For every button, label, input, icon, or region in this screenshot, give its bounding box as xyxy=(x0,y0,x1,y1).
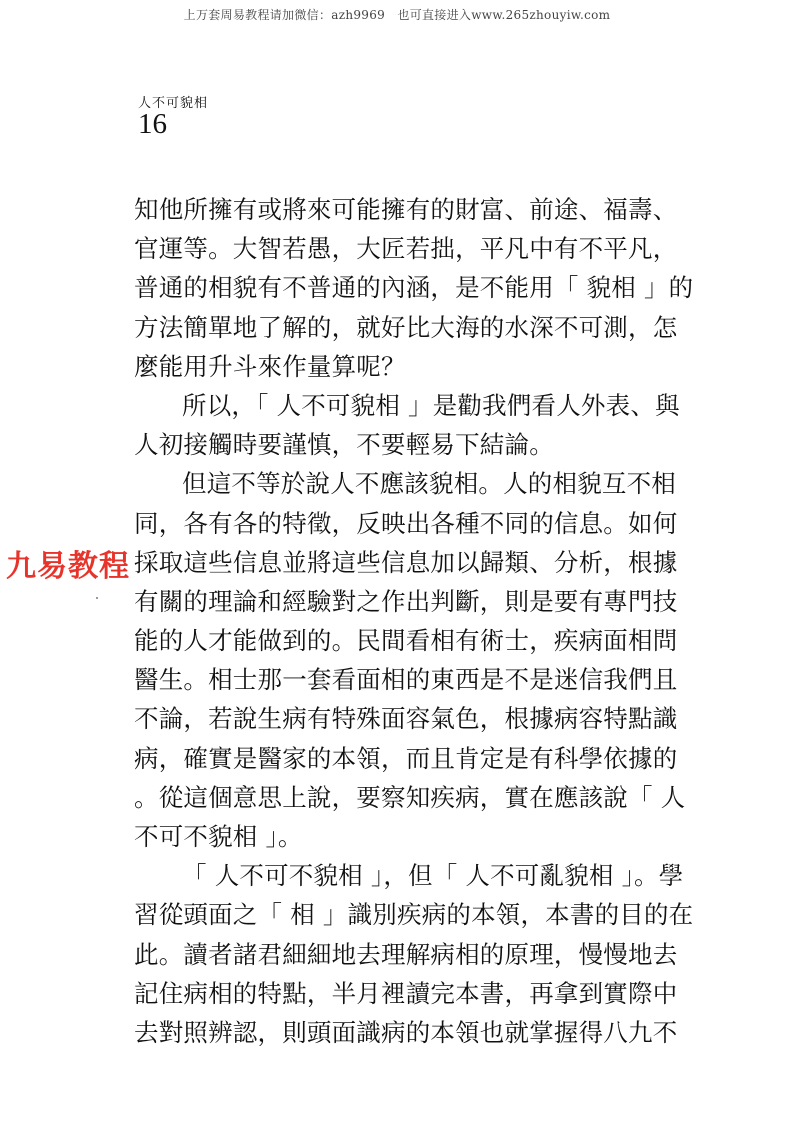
text-line: 不論，若說生病有特殊面容氣色，根據病容特點識 xyxy=(134,704,678,734)
scan-speck xyxy=(96,597,98,599)
text-line: 。從這個意思上說，要察知疾病，實在應該說「 人 xyxy=(134,782,686,812)
text-line: 不可不貌相 」。 xyxy=(134,822,303,851)
text-line: 知他所擁有或將來可能擁有的財富、前途、福壽、 xyxy=(134,195,678,224)
top-banner: 上万套周易教程请加微信：azh9969 也可直接进入www.265zhouyiw.com xyxy=(183,8,611,22)
text-line: 去對照辨認，則頭面識病的本領也就掌握得八九不 xyxy=(134,1017,678,1047)
text-line: 病，確實是醫家的本領，而且肯定是有科學依據的 xyxy=(134,743,678,773)
text-line: 但這不等於說人不應該貌相。人的相貌互不相 xyxy=(182,469,676,499)
watermark-logo: 九易教程 xyxy=(6,541,134,585)
page-number: 16 xyxy=(138,108,167,140)
text-line: 醫生。相士那一套看面相的東西是不是迷信我們且 xyxy=(134,665,678,695)
text-line: 普通的相貌有不普通的內涵，是不能用「 貌相 」的 xyxy=(134,273,694,303)
text-line: 有關的理論和經驗對之作出判斷，則是要有專門技 xyxy=(134,586,678,616)
text-line: 習從頭面之「 相 」識別疾病的本領，本書的目的在 xyxy=(134,900,694,930)
text-line: 麼能用升斗來作量算呢？ xyxy=(134,351,406,381)
text-line: 能的人才能做到的。民間看相有術士，疾病面相問 xyxy=(134,626,678,656)
text-line: 人初接觸時要謹慎，不要輕易下結論。 xyxy=(134,430,554,460)
text-line: 官運等。大智若愚，大匠若拙，平凡中有不平凡， xyxy=(134,234,678,264)
text-line: 記住病相的特點，半月裡讀完本書，再拿到實際中 xyxy=(134,978,678,1008)
text-line: 「 人不可不貌相 」，但「 人不可亂貌相 」。學 xyxy=(182,861,684,891)
text-line: 所以，「 人不可貌相 」是勸我們看人外表、與 xyxy=(182,390,680,420)
text-line: 此。讀者諸君細細地去理解病相的原理，慢慢地去 xyxy=(134,939,678,969)
text-line: 方法簡單地了解的，就好比大海的水深不可測，怎 xyxy=(134,312,678,342)
text-line: 同，各有各的特徵，反映出各種不同的信息。如何 xyxy=(134,508,678,538)
running-head: 人不可貌相 xyxy=(138,96,209,111)
body-text xyxy=(134,190,694,1052)
text-line: 採取這些信息並將這些信息加以歸類、分析，根據 xyxy=(134,547,678,577)
